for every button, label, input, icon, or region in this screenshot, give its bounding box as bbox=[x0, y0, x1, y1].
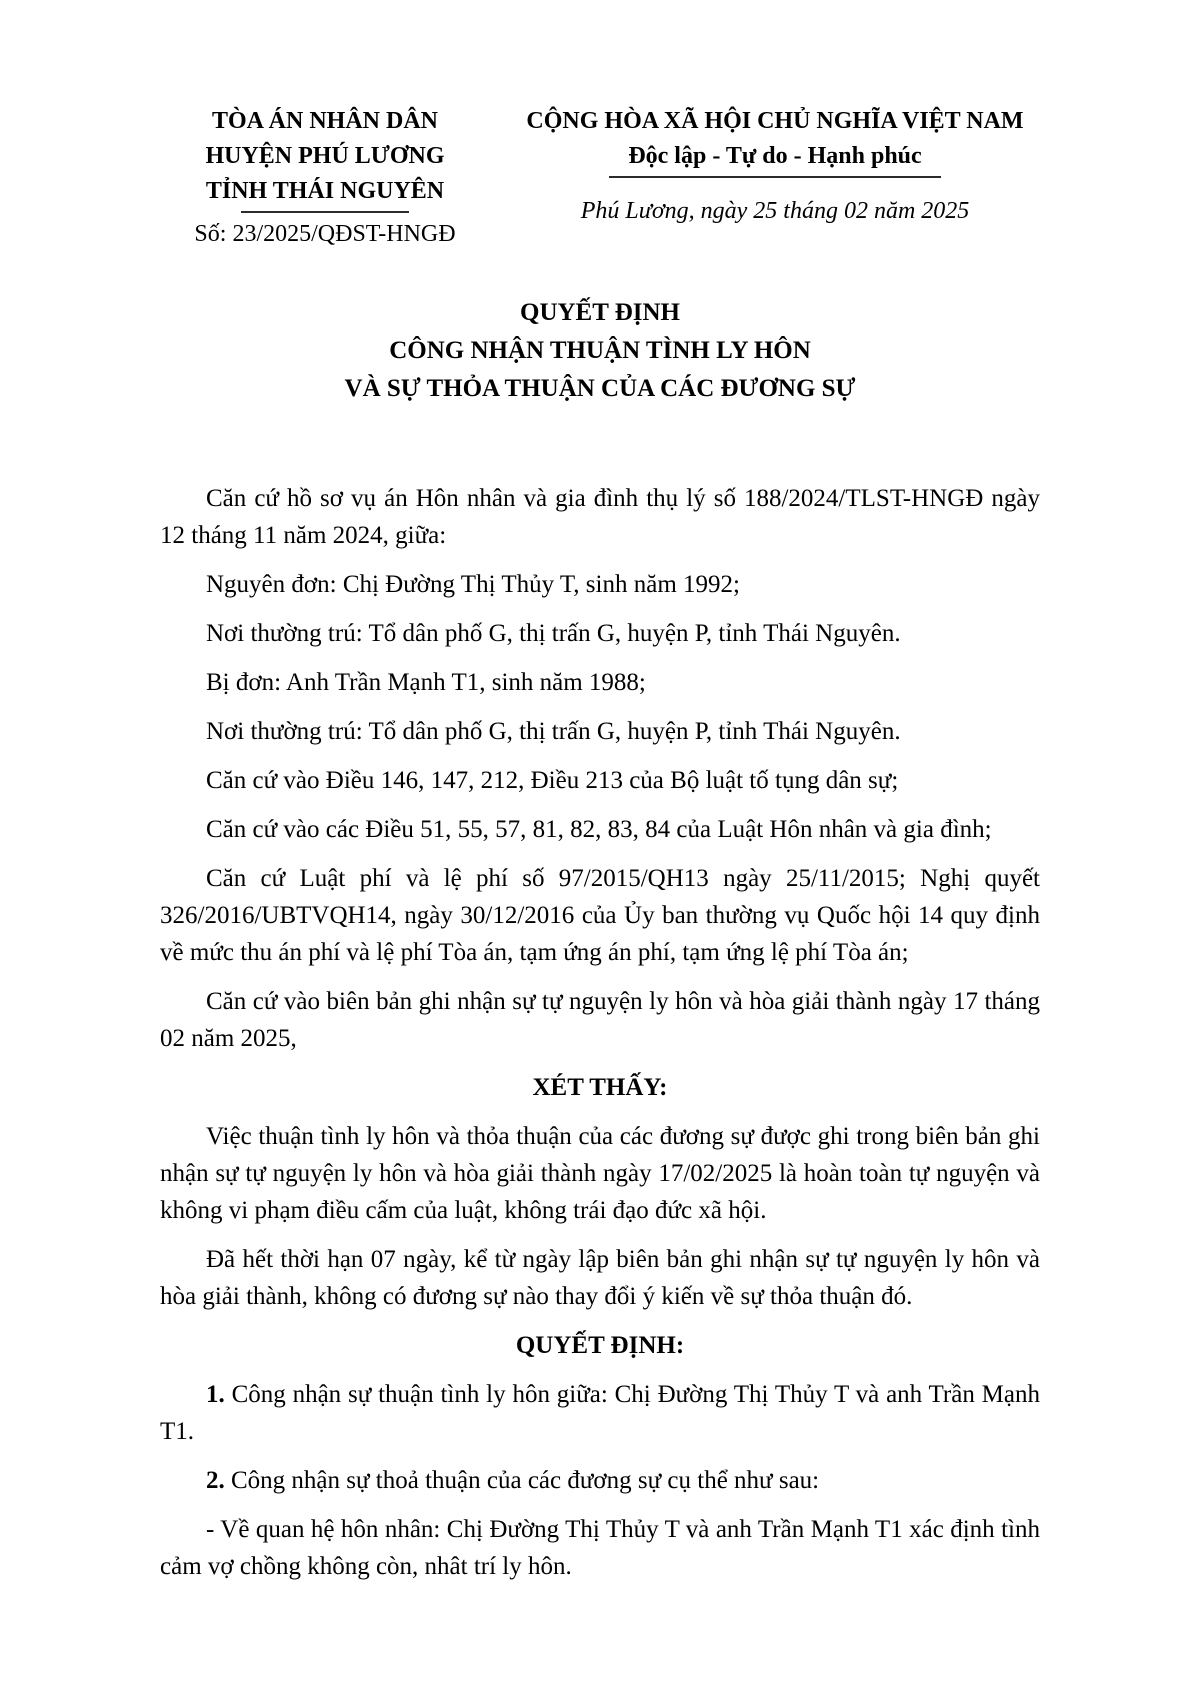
paragraph-text: Căn cứ vào Điều 146, 147, 212, Điều 213 của Bộ luật tố tụng dân sự; bbox=[206, 767, 899, 794]
court-name-line2: HUYỆN PHÚ LƯƠNG bbox=[205, 143, 445, 169]
national-motto: Độc lập - Tự do - Hạnh phúc bbox=[628, 143, 922, 169]
decision-number: 2. bbox=[206, 1467, 225, 1494]
title-line3: VÀ SỰ THỎA THUẬN CỦA CÁC ĐƯƠNG SỰ bbox=[344, 375, 856, 402]
paragraph-plaintiff-address bbox=[160, 615, 1040, 652]
republic-block bbox=[490, 104, 1040, 229]
republic-name: CỘNG HÒA XÃ HỘI CHỦ NGHĨA VIỆT NAM bbox=[526, 108, 1024, 134]
paragraph-legal-basis-marriage-law bbox=[160, 811, 1040, 848]
paragraph-marriage-relation bbox=[160, 1511, 1040, 1585]
paragraph-finding-deadline bbox=[160, 1241, 1040, 1315]
paragraph-text: Căn cứ vào các Điều 51, 55, 57, 81, 82, 83, 84 của Luật Hôn nhân và gia đình; bbox=[206, 816, 992, 843]
paragraph-text: Việc thuận tình ly hôn và thỏa thuận của các đương sự được ghi trong biên bản ghi nhận sự tự nguyện ly hôn và hòa giải thành ngày 17/02/2025 là hoàn toàn tự nguyện và không vi phạm điều cấm của luật, không trái đạo đức xã hội. bbox=[160, 1123, 1040, 1224]
paragraph-mediation-record bbox=[160, 983, 1040, 1057]
motto-underline-rule bbox=[609, 176, 941, 178]
section-heading-quyet-dinh: QUYẾT ĐỊNH: bbox=[515, 1332, 685, 1359]
decision-number: 1. bbox=[206, 1381, 225, 1408]
court-name-line3: TỈNH THÁI NGUYÊN bbox=[205, 178, 445, 204]
paragraph-decision-1 bbox=[160, 1376, 1040, 1450]
section-heading-xet-thay: XÉT THẤY: bbox=[532, 1074, 668, 1101]
paragraph-text: Nơi thường trú: Tổ dân phố G, thị trấn G, huyện P, tỉnh Thái Nguyên. bbox=[206, 718, 901, 745]
paragraph-text: Nơi thường trú: Tổ dân phố G, thị trấn G, huyện P, tỉnh Thái Nguyên. bbox=[206, 620, 901, 647]
issuing-court-block bbox=[160, 104, 490, 252]
place-and-date-line: Phú Lương, ngày 25 tháng 02 năm 2025 bbox=[580, 198, 970, 224]
paragraph-text: Căn cứ Luật phí và lệ phí số 97/2015/QH13 ngày 25/11/2015; Nghị quyết 326/2016/UBTVQH14, ngày 30/12/2016 của Ủy ban thường vụ Quốc hội 14 quy định về mức thu án phí và lệ phí Tòa án, tạm ứng án phí, tạm ứng lệ phí Tòa án; bbox=[160, 865, 1040, 966]
title-line2: CÔNG NHẬN THUẬN TÌNH LY HÔN bbox=[389, 337, 811, 364]
paragraph-text: Căn cứ vào biên bản ghi nhận sự tự nguyện ly hôn và hòa giải thành ngày 17 tháng 02 năm 2025, bbox=[160, 988, 1040, 1052]
title-line1: QUYẾT ĐỊNH bbox=[520, 299, 680, 326]
paragraph-defendant-address bbox=[160, 713, 1040, 750]
document-body bbox=[160, 480, 1040, 1585]
paragraph-defendant bbox=[160, 664, 1040, 701]
paragraph-case-reference bbox=[160, 480, 1040, 554]
court-underline-rule bbox=[241, 211, 409, 213]
court-name-line1: TÒA ÁN NHÂN DÂN bbox=[211, 108, 438, 134]
paragraph-text: Nguyên đơn: Chị Đường Thị Thủy T, sinh năm 1992; bbox=[206, 571, 740, 598]
paragraph-plaintiff bbox=[160, 566, 1040, 603]
document-title bbox=[160, 294, 1040, 408]
paragraph-text: Bị đơn: Anh Trần Mạnh T1, sinh năm 1988; bbox=[206, 669, 646, 696]
paragraph-text: Công nhận sự thoả thuận của các đương sự cụ thể như sau: bbox=[231, 1467, 820, 1494]
document-number: Số: 23/2025/QĐST-HNGĐ bbox=[194, 221, 456, 247]
paragraph-text: Căn cứ hồ sơ vụ án Hôn nhân và gia đình thụ lý số 188/2024/TLST-HNGĐ ngày 12 tháng 11 năm 2024, giữa: bbox=[160, 485, 1040, 549]
document-header bbox=[160, 104, 1040, 252]
paragraph-text: - Về quan hệ hôn nhân: Chị Đường Thị Thủy T và anh Trần Mạnh T1 xác định tình cảm vợ chồng không còn, nhât trí ly hôn. bbox=[160, 1516, 1040, 1580]
paragraph-text: Đã hết thời hạn 07 ngày, kể từ ngày lập biên bản ghi nhận sự tự nguyện ly hôn và hòa giải thành, không có đương sự nào thay đổi ý kiến về sự thỏa thuận đó. bbox=[160, 1246, 1040, 1310]
paragraph-finding-voluntariness bbox=[160, 1118, 1040, 1229]
paragraph-legal-basis-fees bbox=[160, 860, 1040, 971]
paragraph-legal-basis-civil-procedure bbox=[160, 762, 1040, 799]
paragraph-decision-2 bbox=[160, 1462, 1040, 1499]
paragraph-text: Công nhận sự thuận tình ly hôn giữa: Chị Đường Thị Thủy T và anh Trần Mạnh T1. bbox=[160, 1381, 1040, 1445]
